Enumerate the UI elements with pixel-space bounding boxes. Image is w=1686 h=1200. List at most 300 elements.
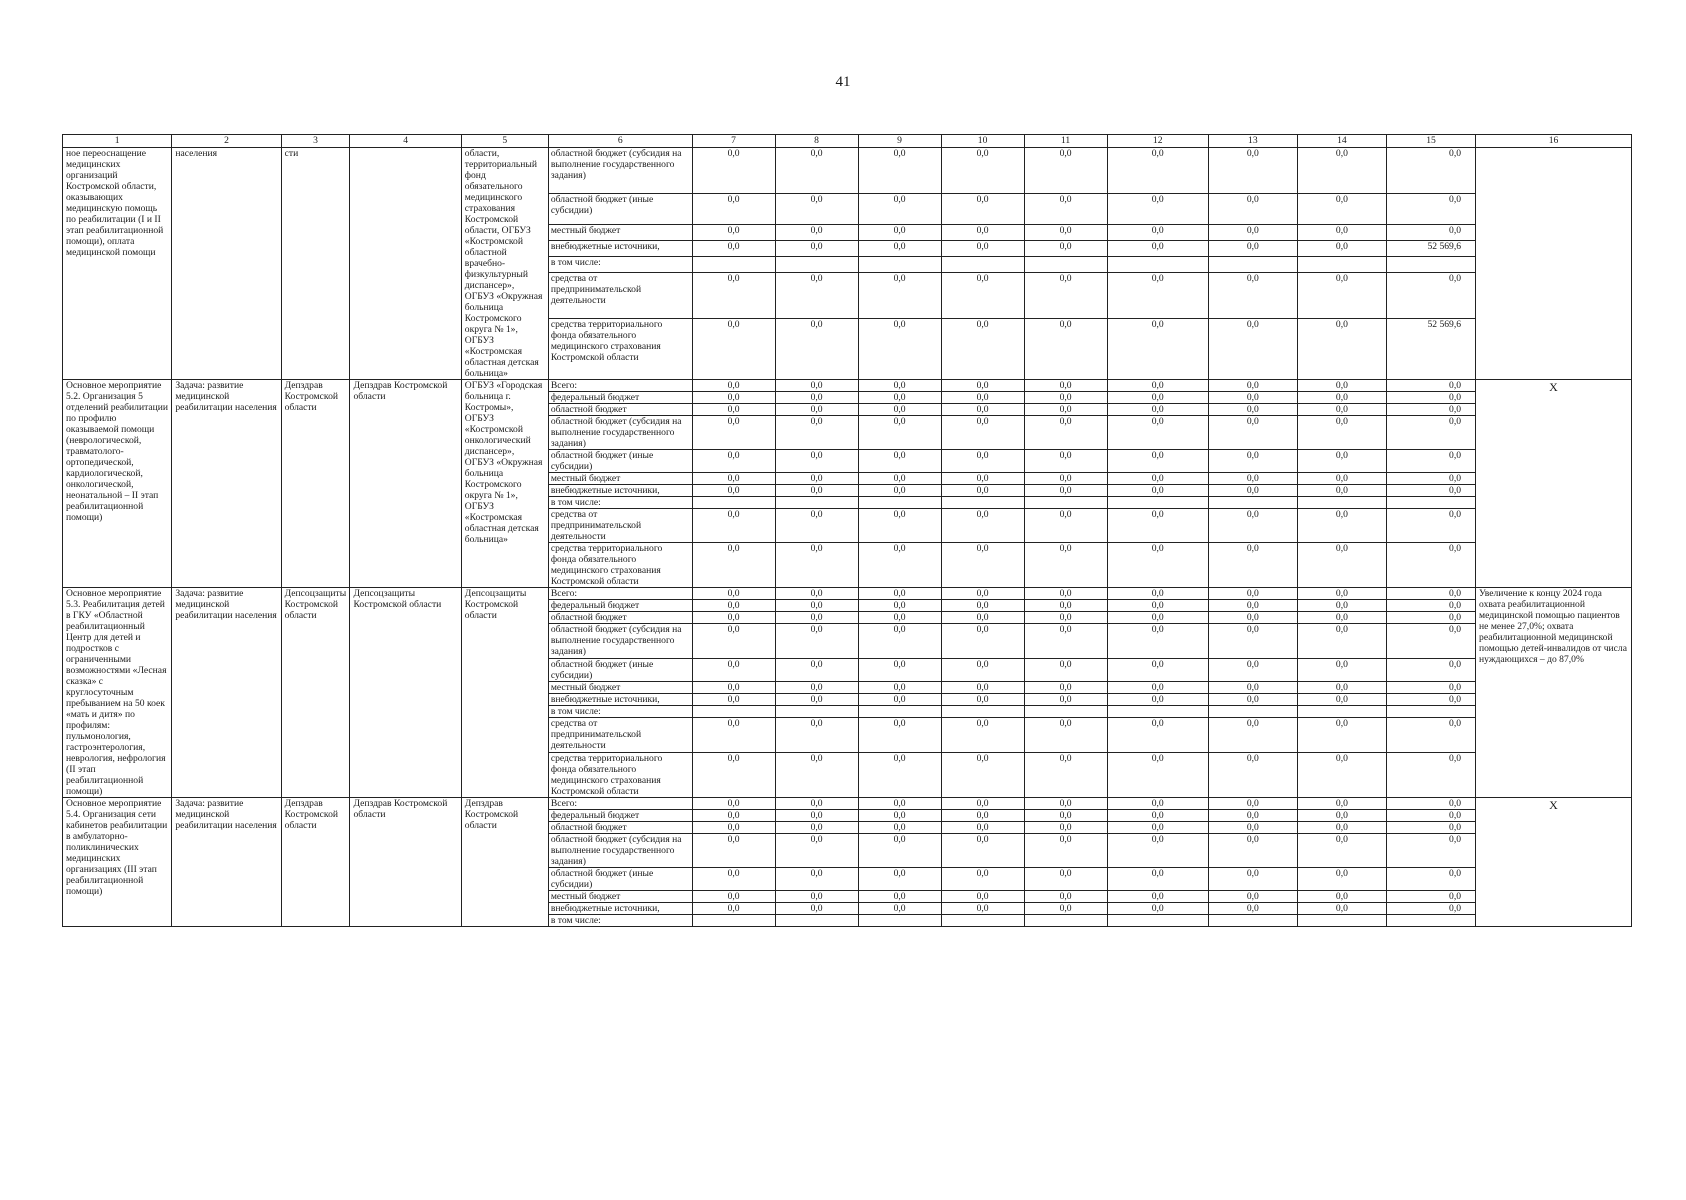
amount-cell: [775, 915, 858, 927]
amount-cell: 0,0: [1107, 392, 1208, 404]
funding-source-cell: областной бюджет (иные субсидии): [548, 450, 692, 473]
coordinator-cell: Депздрав Костромской области: [350, 798, 461, 927]
amount-cell: 0,0: [775, 612, 858, 624]
amount-cell: 0,0: [775, 148, 858, 194]
amount-cell: 0,0: [1297, 903, 1386, 915]
amount-cell: 0,0: [692, 624, 775, 658]
amount-cell: 0,0: [858, 450, 941, 473]
amount-cell: 0,0: [1386, 752, 1475, 798]
funding-source-cell: Всего:: [548, 798, 692, 810]
column-number-2: 2: [172, 135, 281, 148]
amount-cell: [1297, 706, 1386, 718]
amount-cell: 0,0: [1386, 798, 1475, 810]
amount-cell: 0,0: [692, 588, 775, 600]
amount-cell: 0,0: [1107, 752, 1208, 798]
amount-cell: 0,0: [941, 658, 1024, 681]
amount-cell: 0,0: [941, 681, 1024, 693]
program-activities-table: [62, 134, 1632, 927]
amount-cell: 0,0: [941, 193, 1024, 224]
funding-source-cell: внебюджетные источники,: [548, 903, 692, 915]
amount-cell: 0,0: [858, 798, 941, 810]
amount-cell: 0,0: [1386, 416, 1475, 450]
amount-cell: 0,0: [1386, 600, 1475, 612]
amount-cell: 0,0: [858, 903, 941, 915]
amount-cell: 0,0: [1297, 718, 1386, 752]
amount-cell: 0,0: [1107, 319, 1208, 380]
column-number-6: 6: [548, 135, 692, 148]
amount-cell: 0,0: [1297, 822, 1386, 834]
participants-cell: Депздрав Костромской области: [461, 798, 548, 927]
amount-cell: 0,0: [858, 319, 941, 380]
amount-cell: 0,0: [858, 658, 941, 681]
amount-cell: 0,0: [941, 588, 1024, 600]
amount-cell: 0,0: [692, 752, 775, 798]
amount-cell: [941, 706, 1024, 718]
amount-cell: 0,0: [858, 241, 941, 257]
amount-cell: 0,0: [692, 241, 775, 257]
amount-cell: 0,0: [1107, 658, 1208, 681]
amount-cell: 0,0: [1107, 718, 1208, 752]
participants-cell: ОГБУЗ «Городская больница г. Костромы», ОГБУЗ «Костромской онкологический диспансер», ОГБУЗ «Окружная больница Костромского округа № 1», ОГБУЗ «Костромская областная детская больница»: [461, 380, 548, 588]
amount-cell: 0,0: [692, 891, 775, 903]
coordinator-cell: Депсоцзащиты Костромской области: [350, 588, 461, 798]
amount-cell: [1386, 706, 1475, 718]
amount-cell: 0,0: [1024, 810, 1107, 822]
amount-cell: 0,0: [1024, 193, 1107, 224]
amount-cell: 0,0: [1024, 473, 1107, 485]
amount-cell: 0,0: [692, 600, 775, 612]
amount-cell: 0,0: [941, 798, 1024, 810]
amount-cell: 0,0: [1024, 600, 1107, 612]
amount-cell: 0,0: [1297, 624, 1386, 658]
column-number-11: 11: [1024, 135, 1107, 148]
amount-cell: 0,0: [1024, 450, 1107, 473]
amount-cell: 0,0: [692, 224, 775, 240]
column-number-12: 12: [1107, 135, 1208, 148]
amount-cell: 0,0: [858, 404, 941, 416]
amount-cell: 0,0: [941, 485, 1024, 497]
amount-cell: 0,0: [858, 148, 941, 194]
amount-cell: [692, 257, 775, 273]
responsible-executor-cell: Депздрав Костромской области: [281, 798, 350, 927]
amount-cell: 0,0: [1024, 868, 1107, 891]
amount-cell: 0,0: [775, 903, 858, 915]
amount-cell: [1297, 497, 1386, 509]
amount-cell: 0,0: [1208, 798, 1297, 810]
amount-cell: 0,0: [775, 624, 858, 658]
amount-cell: 0,0: [1107, 810, 1208, 822]
funding-source-cell: областной бюджет (субсидия на выполнение государственного задания): [548, 834, 692, 868]
task-cell: Задача: развитие медицинской реабилитации населения: [172, 380, 281, 588]
amount-cell: 0,0: [1208, 903, 1297, 915]
amount-cell: 0,0: [775, 380, 858, 392]
funding-source-cell: местный бюджет: [548, 224, 692, 240]
amount-cell: 0,0: [692, 392, 775, 404]
amount-cell: 0,0: [692, 681, 775, 693]
amount-cell: 0,0: [1107, 543, 1208, 588]
amount-cell: 0,0: [1107, 681, 1208, 693]
amount-cell: 0,0: [858, 624, 941, 658]
funding-source-cell: внебюджетные источники,: [548, 693, 692, 705]
amount-cell: 0,0: [858, 416, 941, 450]
amount-cell: 0,0: [692, 319, 775, 380]
amount-cell: 0,0: [1208, 543, 1297, 588]
column-number-10: 10: [941, 135, 1024, 148]
amount-cell: [858, 915, 941, 927]
amount-cell: 0,0: [1386, 658, 1475, 681]
amount-cell: 0,0: [775, 891, 858, 903]
column-number-14: 14: [1297, 135, 1386, 148]
amount-cell: 0,0: [692, 718, 775, 752]
amount-cell: 0,0: [1386, 392, 1475, 404]
amount-cell: 0,0: [1024, 241, 1107, 257]
amount-cell: 0,0: [1208, 392, 1297, 404]
table-row: [63, 798, 1632, 810]
amount-cell: 0,0: [1208, 600, 1297, 612]
amount-cell: 0,0: [858, 752, 941, 798]
amount-cell: 0,0: [941, 868, 1024, 891]
funding-source-cell: средства территориального фонда обязательного медицинского страхования Костромской области: [548, 319, 692, 380]
activity-name-cell: Основное мероприятие 5.3. Реабилитация детей в ГКУ «Областной реабилитационный Центр для детей и подростков с ограниченными возможностями «Лесная сказка» с круглосуточным пребыванием на 50 коек «мать и дитя» по профилям: пульмонология, гастроэнтерология, неврология, нефрология (II этап реабилитационной помощи): [63, 588, 172, 798]
amount-cell: 0,0: [1297, 693, 1386, 705]
amount-cell: 0,0: [1024, 148, 1107, 194]
amount-cell: 0,0: [1297, 834, 1386, 868]
amount-cell: 0,0: [858, 891, 941, 903]
amount-cell: 0,0: [1024, 822, 1107, 834]
funding-source-cell: в том числе:: [548, 706, 692, 718]
amount-cell: 0,0: [1024, 416, 1107, 450]
amount-cell: 0,0: [1107, 485, 1208, 497]
amount-cell: 0,0: [1297, 485, 1386, 497]
amount-cell: 0,0: [941, 392, 1024, 404]
amount-cell: 0,0: [1297, 509, 1386, 543]
amount-cell: 0,0: [941, 600, 1024, 612]
amount-cell: 0,0: [858, 224, 941, 240]
amount-cell: 0,0: [941, 834, 1024, 868]
amount-cell: [1024, 915, 1107, 927]
amount-cell: 0,0: [1024, 392, 1107, 404]
amount-cell: 52 569,6: [1386, 241, 1475, 257]
amount-cell: 0,0: [1107, 148, 1208, 194]
amount-cell: 0,0: [1024, 224, 1107, 240]
amount-cell: 0,0: [1024, 509, 1107, 543]
amount-cell: [1024, 497, 1107, 509]
amount-cell: 0,0: [858, 473, 941, 485]
amount-cell: 0,0: [1386, 543, 1475, 588]
amount-cell: 0,0: [1386, 612, 1475, 624]
funding-source-cell: областной бюджет (иные субсидии): [548, 868, 692, 891]
funding-source-cell: в том числе:: [548, 497, 692, 509]
amount-cell: 0,0: [941, 148, 1024, 194]
amount-cell: 0,0: [941, 404, 1024, 416]
amount-cell: 0,0: [1107, 450, 1208, 473]
amount-cell: 0,0: [692, 509, 775, 543]
funding-source-cell: местный бюджет: [548, 681, 692, 693]
amount-cell: [1107, 915, 1208, 927]
table-row: [63, 588, 1632, 600]
participants-cell: области, территориальный фонд обязательного медицинского страхования Костромской области, ОГБУЗ «Костромской областной врачебно-физкультурный диспансер», ОГБУЗ «Окружная больница Костромского округа № 1», ОГБУЗ «Костромская областная детская больница»: [461, 148, 548, 380]
amount-cell: 0,0: [775, 588, 858, 600]
funding-source-cell: областной бюджет (иные субсидии): [548, 658, 692, 681]
amount-cell: 0,0: [1024, 903, 1107, 915]
task-cell: Задача: развитие медицинской реабилитации населения: [172, 588, 281, 798]
responsible-executor-cell: Депсоцзащиты Костромской области: [281, 588, 350, 798]
amount-cell: 0,0: [1208, 319, 1297, 380]
amount-cell: 0,0: [1107, 404, 1208, 416]
amount-cell: 0,0: [775, 193, 858, 224]
amount-cell: 0,0: [775, 416, 858, 450]
task-cell: Задача: развитие медицинской реабилитации населения: [172, 798, 281, 927]
amount-cell: 0,0: [775, 681, 858, 693]
amount-cell: 0,0: [941, 822, 1024, 834]
amount-cell: 0,0: [1107, 273, 1208, 319]
amount-cell: [775, 706, 858, 718]
amount-cell: 0,0: [692, 868, 775, 891]
amount-cell: 0,0: [941, 380, 1024, 392]
amount-cell: [692, 915, 775, 927]
amount-cell: [1024, 257, 1107, 273]
activity-name-cell: Основное мероприятие 5.4. Организация сети кабинетов реабилитации в амбулаторно-поликлинических медицинских организациях (III этап реабилитационной помощи): [63, 798, 172, 927]
amount-cell: 0,0: [1297, 612, 1386, 624]
amount-cell: 0,0: [1386, 224, 1475, 240]
coordinator-cell: [350, 148, 461, 380]
amount-cell: 0,0: [1107, 798, 1208, 810]
column-number-15: 15: [1386, 135, 1475, 148]
amount-cell: 0,0: [775, 810, 858, 822]
amount-cell: 0,0: [1024, 693, 1107, 705]
amount-cell: 0,0: [858, 612, 941, 624]
amount-cell: 0,0: [1297, 752, 1386, 798]
amount-cell: 0,0: [1024, 612, 1107, 624]
amount-cell: 0,0: [1386, 810, 1475, 822]
amount-cell: 0,0: [941, 624, 1024, 658]
funding-source-cell: Всего:: [548, 588, 692, 600]
amount-cell: 0,0: [692, 810, 775, 822]
amount-cell: 0,0: [1107, 891, 1208, 903]
amount-cell: 0,0: [941, 752, 1024, 798]
amount-cell: 0,0: [858, 273, 941, 319]
funding-source-cell: внебюджетные источники,: [548, 241, 692, 257]
amount-cell: 0,0: [692, 404, 775, 416]
amount-cell: 0,0: [1024, 718, 1107, 752]
amount-cell: [1297, 257, 1386, 273]
column-number-1: 1: [63, 135, 172, 148]
amount-cell: 0,0: [1107, 380, 1208, 392]
amount-cell: 0,0: [1208, 148, 1297, 194]
amount-cell: [1386, 497, 1475, 509]
amount-cell: 0,0: [941, 241, 1024, 257]
amount-cell: 0,0: [692, 798, 775, 810]
amount-cell: 0,0: [1208, 380, 1297, 392]
amount-cell: [692, 497, 775, 509]
amount-cell: 0,0: [775, 473, 858, 485]
column-number-13: 13: [1208, 135, 1297, 148]
amount-cell: 0,0: [1386, 404, 1475, 416]
amount-cell: 0,0: [1107, 600, 1208, 612]
amount-cell: 0,0: [858, 193, 941, 224]
amount-cell: 0,0: [1024, 319, 1107, 380]
funding-source-cell: средства от предпринимательской деятельности: [548, 509, 692, 543]
amount-cell: 0,0: [1208, 473, 1297, 485]
amount-cell: [1107, 497, 1208, 509]
amount-cell: [941, 257, 1024, 273]
funding-source-cell: федеральный бюджет: [548, 600, 692, 612]
amount-cell: 0,0: [1024, 658, 1107, 681]
amount-cell: 0,0: [1107, 903, 1208, 915]
amount-cell: 0,0: [1386, 588, 1475, 600]
expected-result-cell: Увеличение к концу 2024 года охвата реабилитационной медицинской помощью пациентов не менее 27,0%; охвата реабилитационной медицинской помощью детей-инвалидов от числа нуждающихся – до 87,0%: [1476, 588, 1632, 798]
amount-cell: 0,0: [858, 485, 941, 497]
amount-cell: 0,0: [1297, 868, 1386, 891]
amount-cell: 0,0: [1386, 868, 1475, 891]
amount-cell: 0,0: [858, 600, 941, 612]
amount-cell: 0,0: [941, 612, 1024, 624]
amount-cell: 0,0: [775, 834, 858, 868]
amount-cell: 0,0: [1297, 681, 1386, 693]
amount-cell: 0,0: [1107, 473, 1208, 485]
amount-cell: 0,0: [775, 509, 858, 543]
responsible-executor-cell: сти: [281, 148, 350, 380]
activity-name-cell: ное переоснащение медицинских организаций Костромской области, оказывающих медицинскую помощь по реабилитации (I и II этап реабилитационной помощи), оплата медицинской помощи: [63, 148, 172, 380]
column-number-16: 16: [1476, 135, 1632, 148]
amount-cell: 0,0: [1297, 193, 1386, 224]
amount-cell: 0,0: [1208, 404, 1297, 416]
amount-cell: 0,0: [775, 241, 858, 257]
amount-cell: 0,0: [1386, 193, 1475, 224]
amount-cell: 0,0: [1208, 612, 1297, 624]
amount-cell: 0,0: [775, 273, 858, 319]
amount-cell: 0,0: [1107, 822, 1208, 834]
amount-cell: 0,0: [858, 588, 941, 600]
amount-cell: 0,0: [692, 903, 775, 915]
amount-cell: 0,0: [858, 509, 941, 543]
amount-cell: 52 569,6: [1386, 319, 1475, 380]
amount-cell: 0,0: [692, 612, 775, 624]
amount-cell: 0,0: [1297, 588, 1386, 600]
amount-cell: 0,0: [941, 273, 1024, 319]
amount-cell: 0,0: [775, 392, 858, 404]
amount-cell: 0,0: [1386, 273, 1475, 319]
funding-source-cell: Всего:: [548, 380, 692, 392]
amount-cell: 0,0: [1386, 903, 1475, 915]
amount-cell: 0,0: [1024, 588, 1107, 600]
funding-source-cell: областной бюджет: [548, 404, 692, 416]
amount-cell: [692, 706, 775, 718]
amount-cell: 0,0: [1297, 241, 1386, 257]
column-number-8: 8: [775, 135, 858, 148]
amount-cell: 0,0: [1386, 485, 1475, 497]
amount-cell: 0,0: [775, 693, 858, 705]
amount-cell: [858, 257, 941, 273]
amount-cell: 0,0: [1107, 868, 1208, 891]
amount-cell: 0,0: [775, 718, 858, 752]
amount-cell: 0,0: [1208, 810, 1297, 822]
amount-cell: 0,0: [941, 450, 1024, 473]
amount-cell: 0,0: [941, 319, 1024, 380]
amount-cell: [1107, 706, 1208, 718]
table-row: [63, 148, 1632, 194]
amount-cell: 0,0: [775, 798, 858, 810]
amount-cell: 0,0: [1107, 193, 1208, 224]
column-number-5: 5: [461, 135, 548, 148]
amount-cell: 0,0: [1386, 693, 1475, 705]
amount-cell: 0,0: [1208, 868, 1297, 891]
amount-cell: 0,0: [1386, 822, 1475, 834]
amount-cell: 0,0: [1297, 380, 1386, 392]
amount-cell: 0,0: [1208, 752, 1297, 798]
amount-cell: [1208, 497, 1297, 509]
amount-cell: 0,0: [1024, 404, 1107, 416]
amount-cell: 0,0: [775, 868, 858, 891]
amount-cell: 0,0: [1208, 658, 1297, 681]
amount-cell: 0,0: [1208, 416, 1297, 450]
amount-cell: 0,0: [1024, 380, 1107, 392]
amount-cell: 0,0: [941, 693, 1024, 705]
amount-cell: 0,0: [1297, 224, 1386, 240]
amount-cell: 0,0: [1024, 681, 1107, 693]
expected-result-cell: [1476, 148, 1632, 380]
amount-cell: 0,0: [1024, 891, 1107, 903]
funding-source-cell: федеральный бюджет: [548, 810, 692, 822]
amount-cell: 0,0: [1107, 416, 1208, 450]
amount-cell: 0,0: [1208, 681, 1297, 693]
amount-cell: 0,0: [858, 681, 941, 693]
amount-cell: 0,0: [941, 473, 1024, 485]
amount-cell: 0,0: [1297, 473, 1386, 485]
amount-cell: 0,0: [858, 380, 941, 392]
amount-cell: 0,0: [1386, 834, 1475, 868]
amount-cell: 0,0: [1024, 752, 1107, 798]
activity-name-cell: Основное мероприятие 5.2. Организация 5 отделений реабилитации по профилю оказываемой помощи (неврологической, травматолого-ортопедической, кардиологической, онкологической, неонатальной – II этап реабилитационной помощи): [63, 380, 172, 588]
table-row: [63, 380, 1632, 392]
amount-cell: 0,0: [1107, 241, 1208, 257]
amount-cell: 0,0: [1024, 798, 1107, 810]
amount-cell: 0,0: [692, 822, 775, 834]
funding-source-cell: средства территориального фонда обязательного медицинского страхования Костромской области: [548, 543, 692, 588]
amount-cell: 0,0: [1386, 148, 1475, 194]
amount-cell: 0,0: [1297, 319, 1386, 380]
amount-cell: 0,0: [1107, 624, 1208, 658]
amount-cell: 0,0: [1297, 658, 1386, 681]
funding-source-cell: областной бюджет (субсидия на выполнение государственного задания): [548, 624, 692, 658]
amount-cell: 0,0: [692, 450, 775, 473]
amount-cell: 0,0: [1208, 693, 1297, 705]
amount-cell: 0,0: [1386, 718, 1475, 752]
amount-cell: 0,0: [1386, 681, 1475, 693]
amount-cell: 0,0: [1107, 612, 1208, 624]
page-number: 41: [835, 74, 851, 90]
amount-cell: 0,0: [858, 392, 941, 404]
amount-cell: 0,0: [775, 600, 858, 612]
amount-cell: 0,0: [775, 822, 858, 834]
amount-cell: 0,0: [1024, 485, 1107, 497]
amount-cell: 0,0: [692, 485, 775, 497]
amount-cell: 0,0: [1208, 822, 1297, 834]
funding-source-cell: в том числе:: [548, 915, 692, 927]
amount-cell: 0,0: [1208, 450, 1297, 473]
amount-cell: [775, 497, 858, 509]
column-number-9: 9: [858, 135, 941, 148]
amount-cell: 0,0: [692, 416, 775, 450]
amount-cell: 0,0: [1208, 193, 1297, 224]
amount-cell: 0,0: [941, 543, 1024, 588]
funding-source-cell: федеральный бюджет: [548, 392, 692, 404]
amount-cell: 0,0: [941, 810, 1024, 822]
amount-cell: 0,0: [941, 416, 1024, 450]
amount-cell: 0,0: [692, 273, 775, 319]
funding-source-cell: местный бюджет: [548, 473, 692, 485]
amount-cell: 0,0: [1024, 543, 1107, 588]
